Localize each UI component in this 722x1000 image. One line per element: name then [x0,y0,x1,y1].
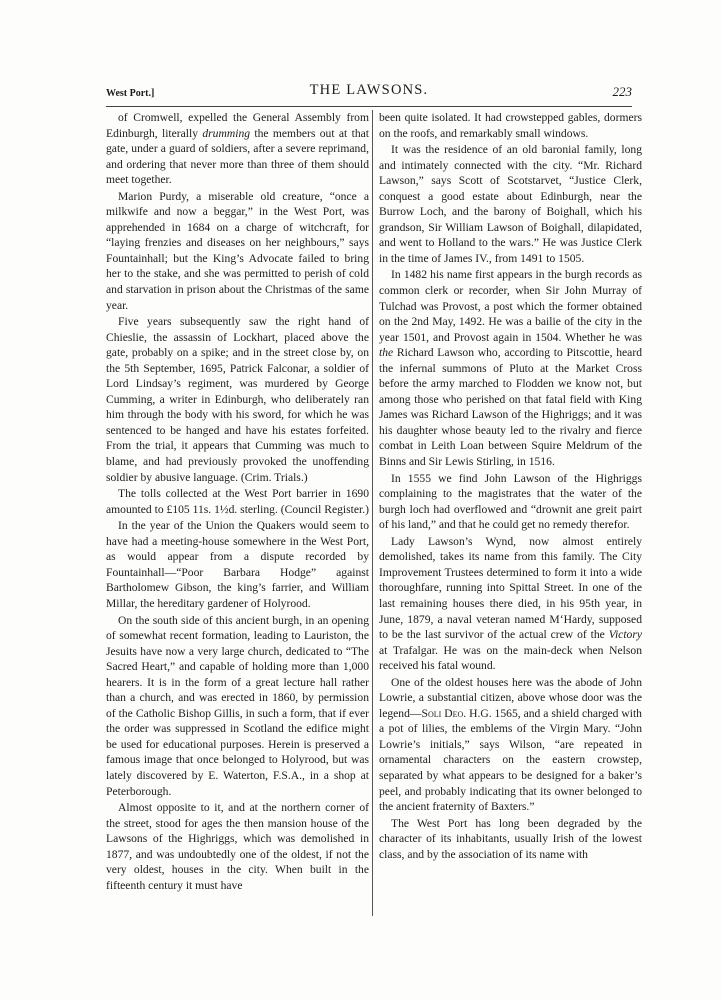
paragraph [379,142,642,266]
paragraph [106,110,369,188]
column-divider [372,110,373,916]
small-caps-text: Soli Deo [421,706,464,720]
text-run: Almost opposite to it, and at the northern corner of the street, stood for ages the then mansion house of the Lawsons of the Highriggs, which was demolished in 1877, and was undoubtedly one of the oldest, if not the very oldest, houses in the city. When built in the fifteenth century it must have [106,801,369,892]
text-run: In 1482 his name first appears in the burgh records as common clerk or recorder, when Sir John Murray of Tulchad was Provost, a post which the former obtained on the 2nd May, 1492. He was a bailie of the city in the year 1501, and Provost again in 1504. Whether he was [379,268,642,344]
text-run: One of the oldest houses here was the abode of John Lowrie, a substantial citizen, above whose door was the legend— [379,675,642,720]
text-run: It was the residence of an old baronial family, long and intimately connected with the city. “Mr. Richard Lawson,” says Scott of Scotstarvet, “Justice Clerk, conquest a good estate about Edinburgh, near the Burrow Loch, and the barony of Boighall, which his grandson, Sir William Lawson of Boighall, dilapidated, and went to Holland to the wars.” He was Justice Clerk in the time of James IV., from 1491 to 1505. [379,143,642,265]
paragraph [379,675,642,815]
right-column [379,110,642,863]
paragraph [106,800,369,893]
text-run: Five years subsequently saw the right hand of Chieslie, the assassin of Lockhart, placed above the gate, probably on a spike; and in the street close by, on the 5th September, 1695, Patrick Falconar, a soldier of Lord Lindsay’s regiment, was murdered by George Cumming, a writer in Edinburgh, who deliberately ran him through the body with his sword, for which he was sentenced to be hanged and have his estates forfeited. From the trial, it appears that Cumming was much to blame, and had previously provoked the unoffending soldier by abusive language. (Crim. Trials.) [106,315,369,484]
text-run: of Cromwell, expelled the General Assembly from Edinburgh, literally [106,111,369,140]
text-run: been quite isolated. It had crowstepped gables, dormers on the roofs, and remarkably small windows. [379,111,642,140]
italic-text: the [379,346,394,360]
paragraph [106,518,369,611]
text-run: In the year of the Union the Quakers would seem to have had a meeting-house somewhere in the West Port, as would appear from a dispute recorded by Fountainhall—“Poor Barbara Hodge” against Bartholomew Gibson, the king’s farrier, and William Millar, the hereditary gardener of Holyrood. [106,519,369,610]
paragraph [379,534,642,674]
section-label: West Port.] [106,88,155,99]
running-header [106,80,632,107]
text-run: . H.G. 1565, and a shield charged with a pot of lilies, the emblems of the Virgin Mary. “John Lowrie’s initials,” says Wilson, “are repeated in ornamental characters on the eastern crowstep, separated by what appears to be designed for a baker’s peel, and probably indicating that its owner belonged to the ancient fraternity of Baxters.” [379,706,642,814]
text-run: Marion Purdy, a miserable old creature, “once a milkwife and now a beggar,” in the West Port, was apprehended in 1684 on a charge of witchcraft, for “laying frenzies and diseases on her neighbours,” says Fountainhall; but the King’s Advocate failed to bring her to the stake, and she was permitted to perish of cold and starvation in prison about the Christmas of the same year. [106,189,369,312]
page-number: 223 [612,84,632,99]
paragraph [379,267,642,469]
paragraph [379,816,642,863]
paragraph [106,486,369,517]
paragraph [106,613,369,800]
paragraph [379,110,642,141]
page-title: THE LAWSONS. [309,82,429,98]
text-run: Lady Lawson’s Wynd, now almost entirely demolished, takes its name from this family. The City Improvement Trustees determined to form it into a wide thoroughfare, running into Spittal Street. In one of the last remaining houses there died, in his 95th year, in June, 1879, a naval veteran named M‘Hardy, supposed to be the last survivor of the actual crew of the [379,534,642,642]
paragraph [379,471,642,533]
text-run: On the south side of this ancient burgh, in an opening of somewhat recent formation, leading to Lauriston, the Jesuits have now a very large church, dedicated to “The Sacred Heart,” and capable of holding more than 1,000 hearers. It is in the form of a great lecture hall rather than a church, and was erected in 1860, by permission of the Catholic Bishop Gillis, in such a form, that if ever the order was suppressed in Scotland the edifice might be used for educational purposes. Herein is preserved a famous image that once belonged to Holyrood, but was lately discovered by E. Waterton, F.S.A., in a shop at Peterborough. [106,613,369,798]
paragraph [106,189,369,313]
italic-text: Victory [608,628,642,642]
left-column [106,110,369,894]
text-run: The West Port has long been degraded by the character of its inhabitants, usually Irish of the lowest class, and by the association of its name with [379,816,642,861]
italic-text: drumming [202,126,251,140]
text-run: In 1555 we find John Lawson of the Highriggs complaining to the magistrates that the water of the burgh loch had overflowed and “drownit ane greit pairt of his land,” and that he could get no remedy therefor. [379,471,642,532]
paragraph [106,314,369,485]
text-run: the members out at that gate, under a guard of soldiers, after a severe reprimand, and ordering that never more than three of them should meet together. [106,126,369,187]
text-run: The tolls collected at the West Port barrier in 1690 amounted to £105 11s. 1½d. sterling. (Council Register.) [106,487,369,516]
text-run: at Trafalgar. He was on the main-deck when Nelson received his fatal wound. [379,643,642,673]
text-run: Richard Lawson who, according to Pitscottie, heard the infernal summons of Pluto at the Market Cross before the army marched to Flodden we know not, but among those who perished on that fatal field with King James was Richard Lawson of the Highriggs; and it was his daughter whose beauty led to the rivalry and fierce combat in Leith Loan between Squire Meldrum of the Binns and Sir Lewis Stirling, in 1516. [379,346,642,469]
